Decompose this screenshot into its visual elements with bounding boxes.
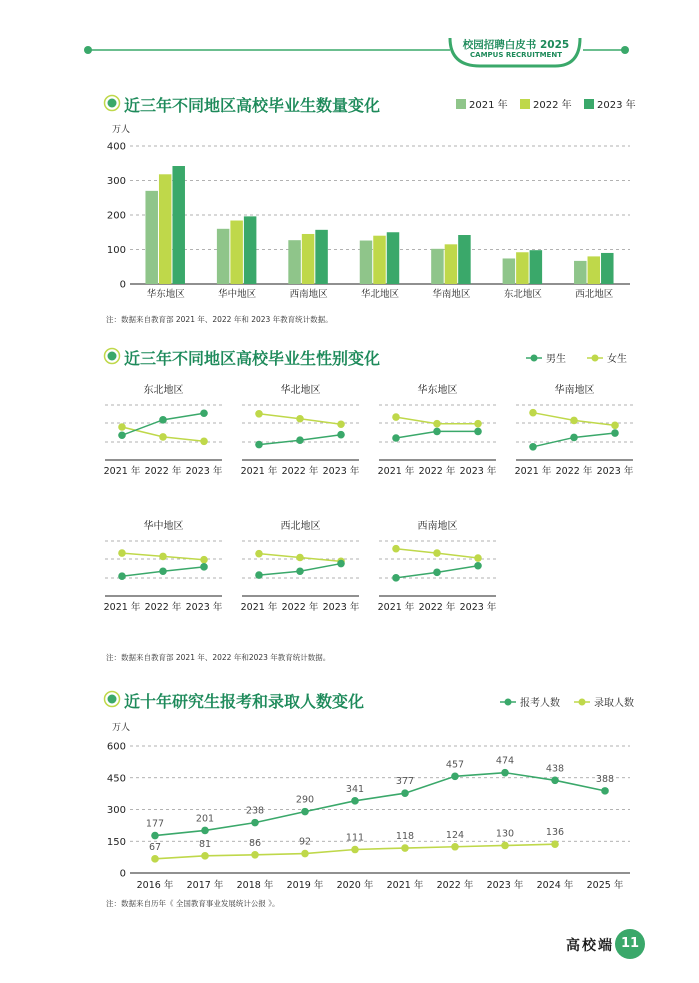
male-point [159, 567, 167, 575]
line-y-tick: 150 [106, 836, 126, 848]
bar [503, 258, 516, 284]
male-point [392, 574, 400, 582]
bar-y-tick: 0 [119, 279, 126, 291]
line-y-unit: 万人 [112, 723, 131, 733]
header-decoration [0, 0, 699, 70]
female-point [118, 549, 126, 557]
legend-label: 报考人数 [520, 698, 560, 709]
line-y-tick: 0 [119, 868, 126, 880]
panel-x-label: 2022 年 [418, 602, 456, 613]
female-point [159, 433, 167, 441]
line-x-label: 2019 年 [286, 880, 324, 891]
bar [530, 250, 543, 284]
series-point [351, 846, 359, 854]
legend-label: 2021 年 [469, 100, 508, 111]
bar [244, 216, 257, 284]
female-point [159, 553, 167, 561]
bar-category-label: 华南地区 [432, 289, 471, 300]
gender-charts [0, 345, 699, 645]
panel-title: 华中地区 [143, 521, 184, 532]
bar [360, 241, 373, 284]
panel-x-label: 2022 年 [418, 466, 456, 477]
series-point [401, 789, 409, 797]
bar [601, 253, 614, 284]
male-point [474, 428, 482, 436]
male-point [570, 434, 578, 442]
male-point [255, 571, 263, 579]
legend-swatch [520, 99, 530, 109]
female-point [255, 550, 263, 558]
series-point [201, 827, 209, 835]
data-label: 377 [395, 776, 415, 788]
panel-x-label: 2021 年 [240, 602, 278, 613]
series-point [301, 808, 309, 816]
series-point [501, 769, 509, 777]
panel-x-label: 2022 年 [144, 466, 182, 477]
line-x-label: 2022 年 [436, 880, 474, 891]
legend-marker [579, 699, 586, 706]
series-point [401, 844, 409, 852]
series-point [551, 840, 559, 848]
male-point [337, 431, 345, 439]
header-title: 校园招聘白皮书 2025 [462, 39, 570, 51]
female-point [200, 556, 208, 564]
female-point [296, 554, 304, 562]
panel-x-label: 2023 年 [185, 602, 223, 613]
series-point [601, 787, 609, 795]
grad-line-chart [100, 690, 640, 895]
data-label: 92 [298, 836, 312, 848]
bar [516, 252, 529, 284]
data-label: 438 [545, 763, 565, 775]
legend-marker [592, 355, 599, 362]
bar-category-label: 华东地区 [146, 289, 185, 300]
gender-panel [241, 519, 360, 613]
male-point [392, 434, 400, 442]
panel-x-label: 2021 年 [377, 602, 415, 613]
legend-marker [505, 699, 512, 706]
series-point [151, 855, 159, 863]
gender-panel [241, 383, 360, 477]
panel-x-label: 2022 年 [144, 602, 182, 613]
female-point [611, 422, 619, 430]
female-point [337, 420, 345, 428]
female-point [200, 438, 208, 446]
gender-panel [515, 383, 634, 477]
footer-label: 高校端 [566, 938, 614, 954]
panel-title: 华东地区 [417, 385, 458, 396]
male-point [433, 569, 441, 577]
bar [288, 240, 301, 284]
panel-x-label: 2021 年 [103, 602, 141, 613]
panel-x-label: 2022 年 [281, 466, 319, 477]
series-point [351, 797, 359, 805]
legend-label: 女生 [607, 354, 627, 365]
male-point [474, 562, 482, 570]
line-y-tick: 300 [106, 805, 126, 816]
bar [315, 230, 328, 284]
section3-note: 注：数据来自历年《 全国教育事业发展统计公报 》。 [106, 899, 280, 908]
series-point [251, 851, 259, 859]
line-x-label: 2020 年 [336, 880, 374, 891]
bar [217, 229, 230, 284]
bar-y-tick: 200 [106, 210, 126, 222]
line-x-label: 2021 年 [386, 880, 424, 891]
section3-title: 近十年研究生报考和录取人数变化 [124, 692, 365, 711]
male-point [337, 560, 345, 568]
bar [445, 244, 458, 284]
data-label: 130 [495, 828, 515, 840]
series-point [451, 843, 459, 851]
female-point [392, 413, 400, 421]
section2-title: 近三年不同地区高校毕业生性别变化 [124, 349, 381, 368]
bar-category-label: 华中地区 [218, 289, 257, 300]
section2-note: 注：数据来自教育部 2021 年、2022 年和2023 年教育统计数据。 [106, 653, 331, 662]
bar-y-tick: 300 [106, 176, 126, 187]
legend-swatch [456, 99, 466, 109]
bar-y-unit: 万人 [112, 125, 131, 135]
panel-title: 东北地区 [143, 385, 184, 396]
bar [145, 191, 158, 284]
female-point [433, 420, 441, 428]
gender-panel [378, 519, 497, 613]
panel-title: 华南地区 [554, 385, 595, 396]
male-point [611, 429, 619, 437]
series-point [501, 842, 509, 850]
male-point [200, 563, 208, 571]
line-x-label: 2017 年 [186, 880, 224, 891]
panel-title: 西南地区 [417, 521, 458, 532]
bar [387, 232, 400, 284]
data-label: 136 [545, 827, 565, 839]
legend-label: 2022 年 [533, 100, 572, 111]
legend-label: 录取人数 [594, 698, 634, 709]
panel-x-label: 2021 年 [377, 466, 415, 477]
panel-x-label: 2023 年 [459, 602, 497, 613]
section1-title: 近三年不同地区高校毕业生数量变化 [124, 96, 381, 115]
panel-x-label: 2022 年 [555, 466, 593, 477]
bar-category-label: 西北地区 [575, 289, 614, 300]
panel-x-label: 2023 年 [322, 602, 360, 613]
line-x-label: 2018 年 [236, 880, 274, 891]
bar [159, 174, 172, 284]
series-point [251, 819, 259, 827]
bar-category-label: 东北地区 [503, 289, 542, 300]
bar [574, 261, 587, 284]
panel-title: 华北地区 [280, 385, 321, 396]
bar [588, 256, 601, 284]
legend-label: 2023 年 [597, 100, 636, 111]
gender-panel [104, 519, 223, 613]
data-label: 67 [148, 841, 162, 853]
legend-label: 男生 [546, 354, 566, 365]
bar-y-tick: 400 [106, 141, 126, 153]
male-point [118, 431, 126, 439]
bar [373, 236, 386, 284]
bar [431, 249, 444, 284]
panel-x-label: 2023 年 [459, 466, 497, 477]
series-point [201, 852, 209, 860]
bar-category-label: 西南地区 [289, 289, 328, 300]
data-label: 111 [345, 832, 365, 844]
bar [458, 235, 471, 284]
legend-marker [531, 355, 538, 362]
data-label: 86 [248, 837, 262, 849]
male-point [529, 443, 537, 451]
male-point [255, 441, 263, 449]
data-label: 341 [345, 783, 365, 795]
data-label: 177 [145, 818, 165, 830]
series-point [451, 772, 459, 780]
male-point [433, 428, 441, 436]
panel-x-label: 2021 年 [240, 466, 278, 477]
gender-panel [378, 383, 497, 477]
male-point [200, 409, 208, 417]
data-label: 81 [198, 838, 212, 850]
data-label: 388 [595, 773, 615, 785]
legend-swatch [584, 99, 594, 109]
bar-y-tick: 100 [106, 245, 126, 256]
female-point [474, 420, 482, 428]
bar [172, 166, 185, 284]
bar-category-label: 华北地区 [360, 289, 400, 300]
line-x-label: 2024 年 [536, 880, 574, 891]
panel-x-label: 2021 年 [514, 466, 552, 477]
line-y-tick: 600 [106, 741, 126, 753]
bar [302, 234, 315, 284]
panel-x-label: 2022 年 [281, 602, 319, 613]
series-point [151, 832, 159, 840]
bar-chart [100, 90, 640, 310]
header-subtitle: CAMPUS RECRUITMENT [470, 51, 562, 59]
page-number: 11 [615, 929, 645, 959]
panel-x-label: 2021 年 [103, 466, 141, 477]
line-y-tick: 450 [106, 773, 126, 785]
series-point [301, 850, 309, 858]
female-point [433, 549, 441, 557]
bar [230, 221, 243, 284]
data-label: 124 [445, 829, 465, 841]
female-point [474, 554, 482, 562]
data-label: 118 [395, 831, 415, 843]
panel-x-label: 2023 年 [185, 466, 223, 477]
data-label: 290 [295, 794, 315, 806]
line-x-label: 2023 年 [486, 880, 524, 891]
male-point [296, 436, 304, 444]
female-point [392, 545, 400, 553]
male-point [296, 567, 304, 575]
male-point [159, 416, 167, 424]
female-point [118, 423, 126, 431]
female-point [570, 417, 578, 425]
female-point [529, 409, 537, 417]
panel-title: 西北地区 [280, 521, 321, 532]
gender-panel [104, 383, 223, 477]
data-label: 457 [445, 759, 465, 771]
male-point [118, 572, 126, 580]
data-label: 474 [495, 755, 515, 767]
panel-x-label: 2023 年 [322, 466, 360, 477]
series-point [551, 776, 559, 784]
line-x-label: 2016 年 [136, 880, 174, 891]
female-point [296, 415, 304, 423]
female-point [255, 410, 263, 418]
data-label: 238 [245, 805, 265, 817]
panel-x-label: 2023 年 [596, 466, 634, 477]
data-label: 201 [195, 813, 215, 825]
line-x-label: 2025 年 [586, 880, 624, 891]
section1-note: 注：数据来自教育部 2021 年、2022 年和 2023 年教育统计数据。 [106, 315, 333, 324]
